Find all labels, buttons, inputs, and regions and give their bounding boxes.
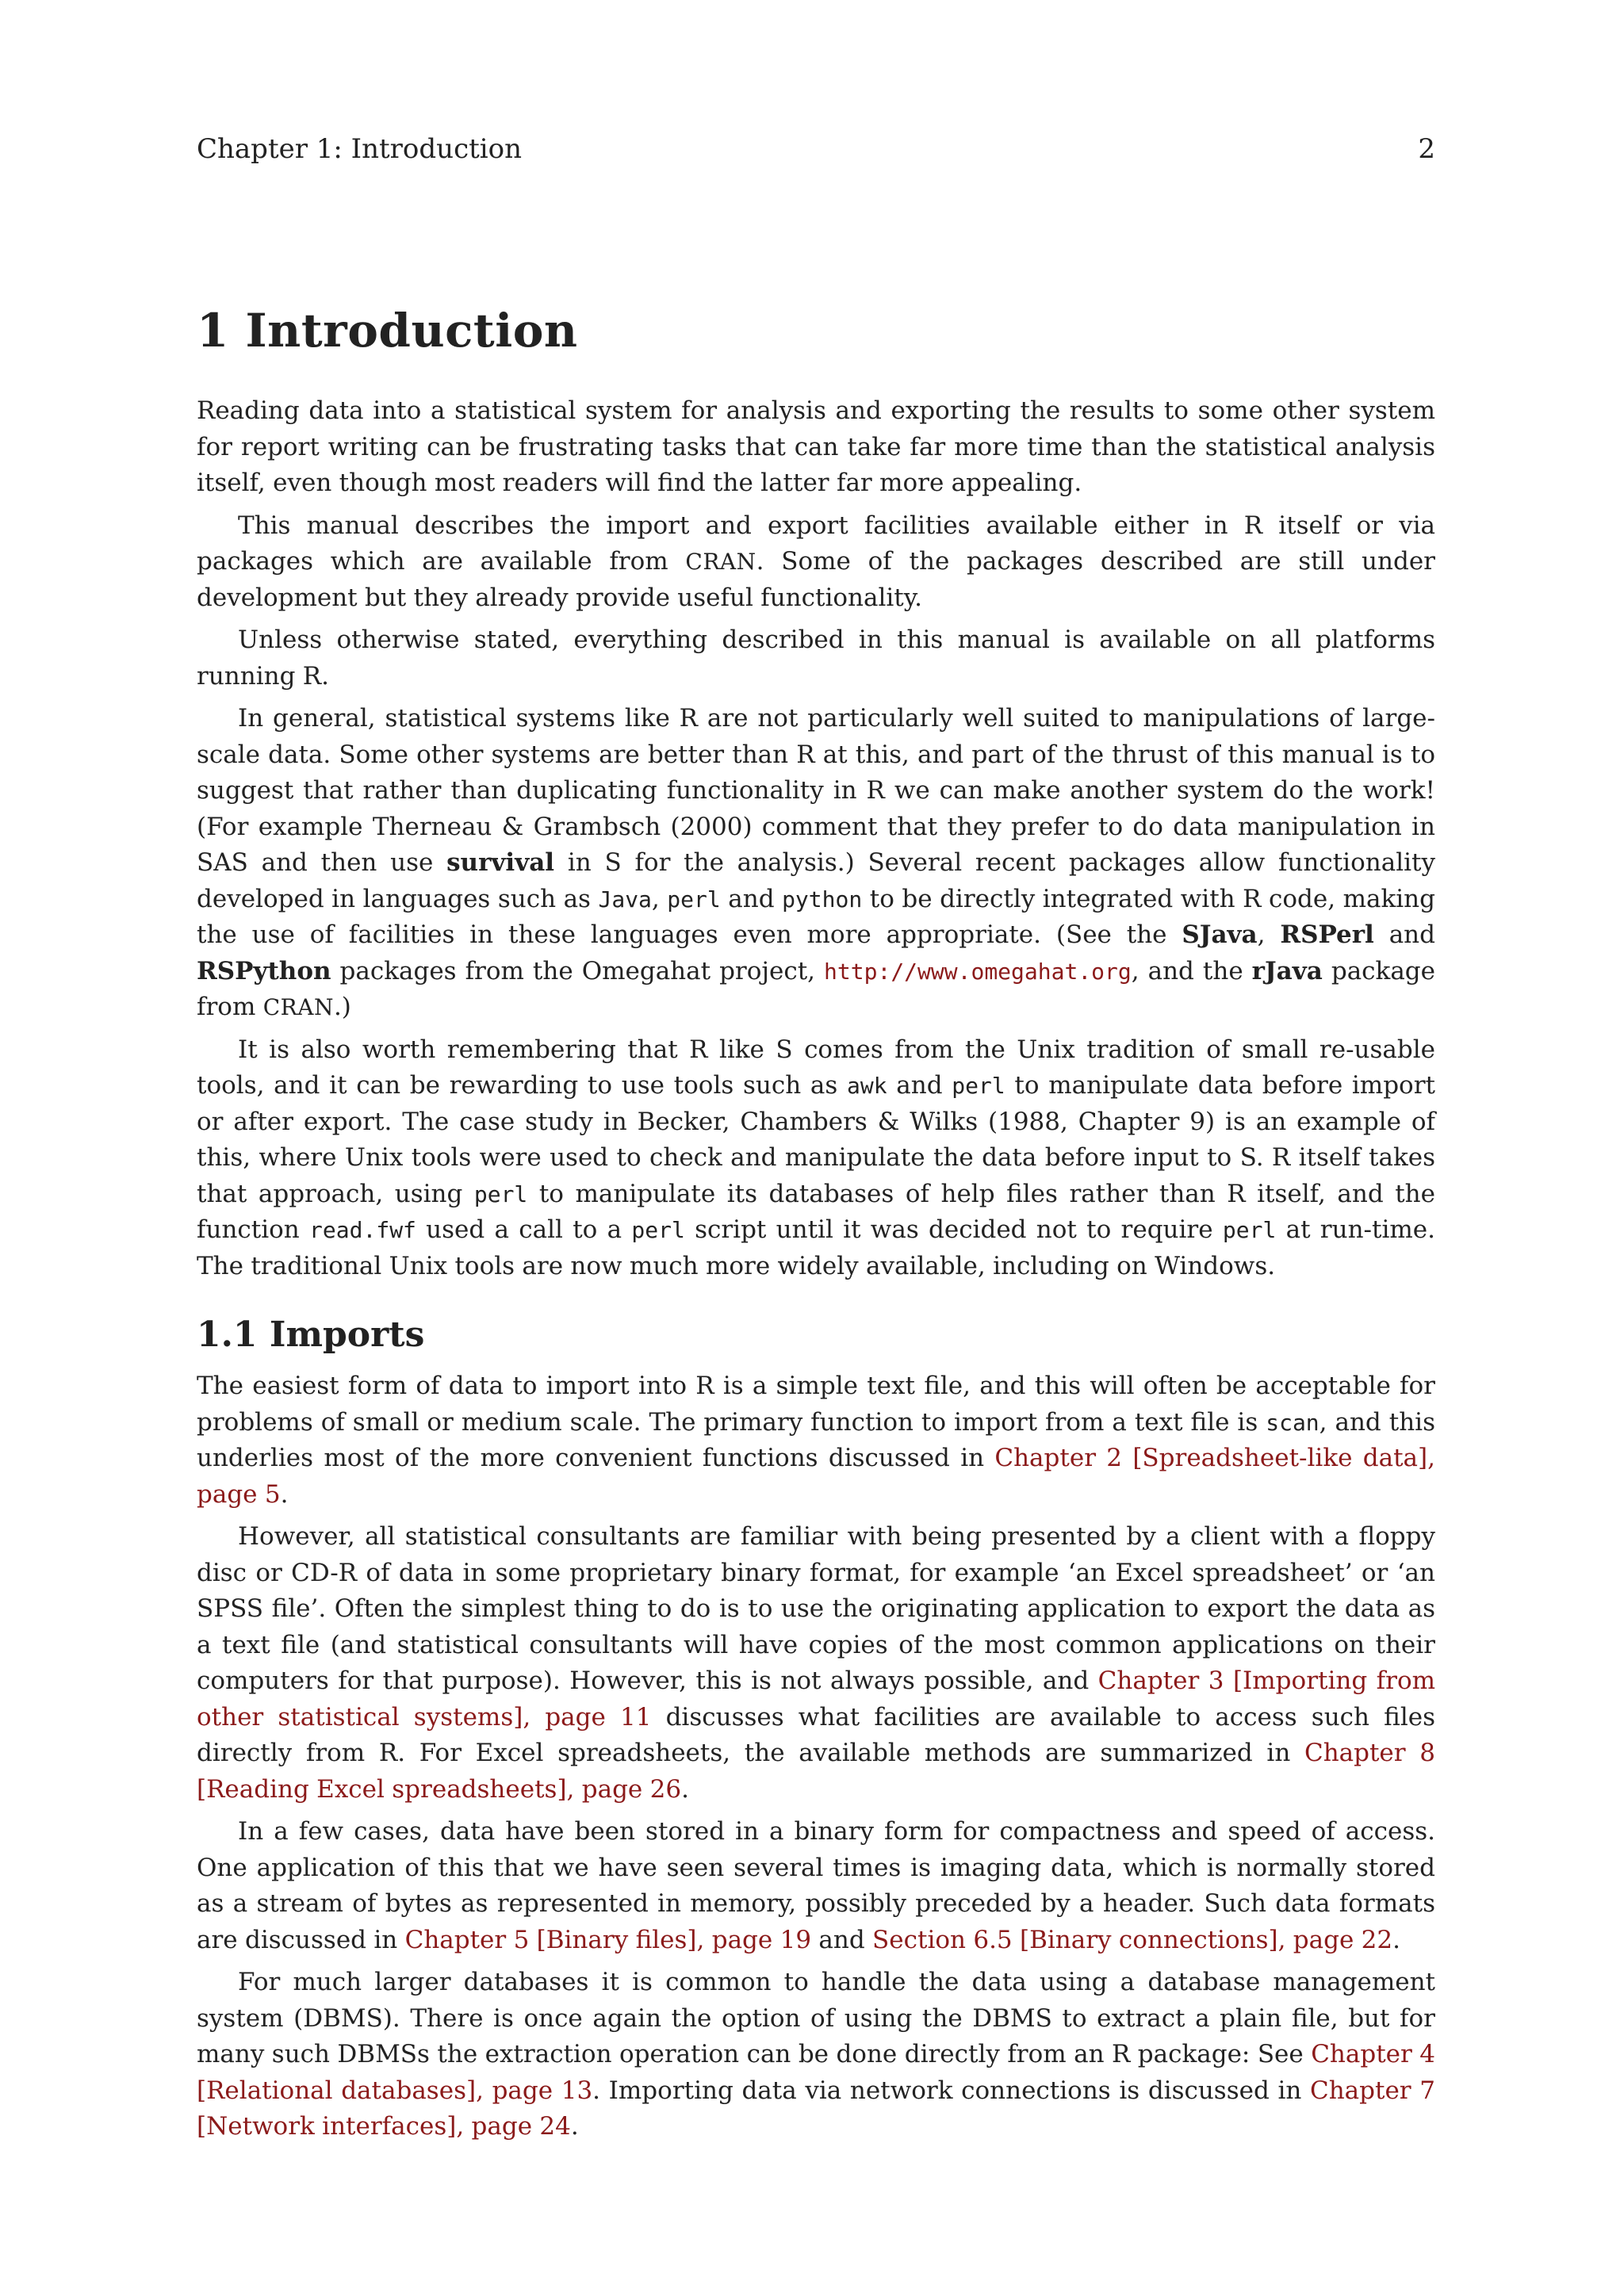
omegahat-url-link[interactable]: http://www.omegahat.org <box>824 958 1132 985</box>
intro-paragraph-2: This manual describes the import and export facilities available either in R itself or via packages which are available from CRAN. Some of the packages described are still under development but they already provide useful functionality. <box>197 511 1435 612</box>
imports-paragraph-3: In a few cases, data have been stored in a binary form for compactness and speed of access. One application of this that we have seen several times is imaging data, which is normally stored as a stream of bytes as represented in memory, possibly preceded by a header. Such data formats are discussed in Chapter 5 [Binary files], page 19 and Section 6.5 [Binary connections], page 22. <box>197 1817 1435 1954</box>
imports-paragraph-4: For much larger databases it is common to handle the data using a database management system (DBMS). There is once again the option of using the DBMS to extract a plain file, but for many such DBMSs the extraction operation can be done directly from an R package: See Chapter 4 [Relational databases], page 13. Importing data via network connections is discussed in Chapter 7 [Network interfaces], page 24. <box>197 1968 1435 2141</box>
cran-acronym: CRAN <box>262 994 334 1020</box>
xref-link-section-6-5[interactable]: Section 6.5 [Binary connections], page 22 <box>872 1925 1393 1954</box>
xref-link-chapter-4[interactable]: Chapter 4 [Relational databases], page 13 <box>197 2040 1435 2105</box>
xref-link-chapter-2[interactable]: Chapter 2 [Spreadsheet-like data], page 5 <box>197 1444 1435 1509</box>
cran-acronym: CRAN <box>685 549 756 575</box>
code-term: perl <box>473 1181 528 1207</box>
package-name: RSPython <box>197 956 331 985</box>
package-name: rJava <box>1251 956 1323 985</box>
intro-paragraph-1: Reading data into a statistical system for analysis and exporting the results to some other system for report writing can be frustrating tasks that can take far more time than the statistical analysis itself, even though most readers will find the latter far more appealing. <box>197 396 1435 497</box>
code-term: perl <box>952 1073 1005 1099</box>
intro-paragraph-5: It is also worth remembering that R like S comes from the Unix tradition of small re-usable tools, and it can be rewarding to use tools such as awk and perl to manipulate data before import or after export. The case study in Becker, Chambers & Wilks (1988, Chapter 9) is an example of this, where Unix tools were used to check and manipulate the data before input to S. R itself takes that approach, using perl to manipulate its databases of help files rather than R itself, and the function read.fwf used a call to a perl script until it was decided not to require perl at run-time. The traditional Unix tools are now much more widely available, including on Windows. <box>197 1035 1435 1280</box>
code-term: perl <box>667 886 721 913</box>
chapter-title: 1 Introduction <box>197 304 578 358</box>
intro-paragraph-4: In general, statistical systems like R are not particularly well suited to manipulations of large-scale data. Some other systems are better than R at this, and part of the thrust of this manual is to suggest that rather than duplicating functionality in R we can make another system do the work! (For example Therneau & Grambsch (2000) comment that they prefer to do data manipulation in SAS and then use survival in S for the analysis.) Several recent packages allow functionality developed in languages such as Java, perl and python to be directly integrated with R code, making the use of facilities in these languages even more appropriate. (See the SJava, RSPerl and RSPython packages from the Omegahat project, http://www.omegahat.org, and the rJava package from CRAN.) <box>197 704 1435 1021</box>
code-term: read.fwf <box>309 1217 416 1243</box>
code-term: python <box>782 886 863 913</box>
code-term: awk <box>847 1073 887 1099</box>
package-name: RSPerl <box>1280 920 1374 949</box>
code-term: scan <box>1266 1409 1320 1436</box>
section-title: 1.1 Imports <box>197 1314 425 1355</box>
code-term: perl <box>631 1217 685 1243</box>
code-term: Java <box>598 886 652 913</box>
running-header <box>197 127 1435 171</box>
running-header-chapter: Chapter 1: Introduction <box>197 133 523 165</box>
intro-paragraph-3: Unless otherwise stated, everything described in this manual is available on all platforms running R. <box>197 626 1435 691</box>
imports-paragraph-1: The easiest form of data to import into R is a simple text file, and this will often be acceptable for problems of small or medium scale. The primary function to import from a text file is scan, and this underlies most of the more convenient functions discussed in Chapter 2 [Spreadsheet-like data], page 5. <box>197 1372 1435 1509</box>
package-name: survival <box>446 848 555 877</box>
code-term: perl <box>1222 1217 1277 1243</box>
package-name: SJava <box>1182 920 1258 949</box>
xref-link-chapter-5[interactable]: Chapter 5 [Binary files], page 19 <box>404 1925 812 1954</box>
xref-link-chapter-8[interactable]: Chapter 8 [Reading Excel spreadsheets], page 26 <box>197 1739 1435 1804</box>
imports-paragraph-2: However, all statistical consultants are familiar with being presented by a client with a floppy disc or CD-R of data in some proprietary binary format, for example ‘an Excel spreadsheet’ or ‘an SPSS file’. Often the simplest thing to do is to use the originating application to export the data as a text file (and statistical consultants will have copies of the most common applications on their computers for that purpose). However, this is not always possible, and Chapter 3 [Importing from other statistical systems], page 11 discusses what facilities are available to access such files directly from R. For Excel spreadsheets, the available methods are summarized in Chapter 8 [Reading Excel spreadsheets], page 26. <box>197 1522 1436 1804</box>
document-page <box>197 127 1435 2145</box>
xref-link-chapter-7[interactable]: Chapter 7 [Network interfaces], page 24 <box>197 2076 1435 2141</box>
xref-link-chapter-3[interactable]: Chapter 3 [Importing from other statistical systems], page 11 <box>197 1667 1436 1732</box>
page-number: 2 <box>1418 133 1435 165</box>
